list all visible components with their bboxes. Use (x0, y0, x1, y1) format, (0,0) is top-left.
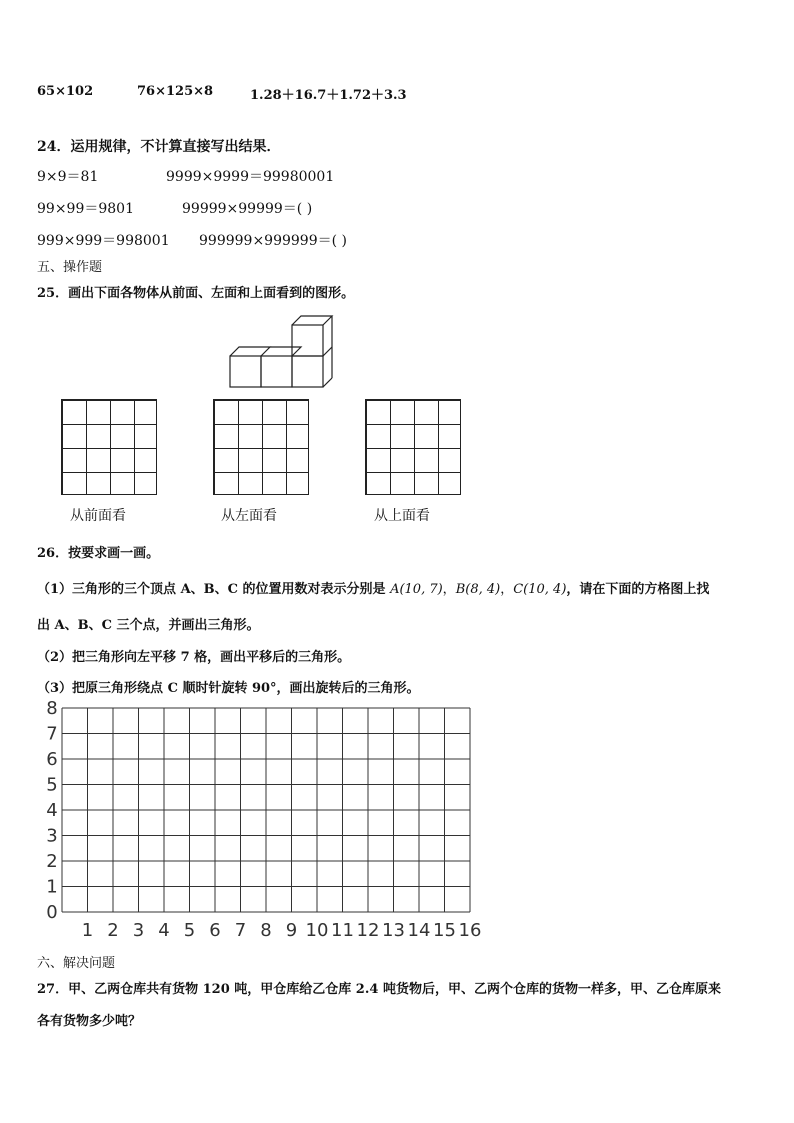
question-26-title: 26．按要求画一画。 (37, 546, 160, 561)
x-tick-label: 7 (234, 920, 247, 941)
x-tick-label: 1 (81, 920, 94, 941)
x-tick-label: 6 (209, 920, 221, 941)
left-view-grid[interactable] (213, 399, 309, 495)
q24-line1-right: 9999×9999＝99980001 (166, 169, 335, 185)
question-25-title: 25．画出下面各物体从前面、左面和上面看到的图形。 (37, 286, 355, 301)
q24-line3-right: 999999×999999＝( ) (199, 233, 347, 249)
y-tick-label: 2 (46, 851, 58, 872)
y-tick-label: 7 (46, 723, 58, 745)
x-tick-label: 15 (433, 920, 456, 941)
top-view-grid[interactable] (365, 399, 461, 495)
coordinate-grid[interactable] (40, 700, 490, 945)
y-tick-label: 3 (46, 825, 58, 847)
cube-object-figure (225, 310, 340, 390)
q26-part1-continued: 出 A、B、C 三个点，并画出三角形。 (37, 618, 260, 633)
q24-line1-left: 9×9＝81 (37, 169, 99, 185)
question-27-line1: 27．甲、乙两仓库共有货物 120 吨，甲仓库给乙仓库 2.4 吨货物后，甲、乙两个仓库的货物一样多，甲、乙仓库原来 (37, 982, 721, 997)
x-tick-label: 9 (285, 920, 298, 941)
x-tick-label: 2 (107, 920, 119, 941)
expression-1: 65×102 (37, 84, 94, 99)
x-tick-label: 3 (132, 920, 145, 941)
q26-part1-prefix: （1）三角形的三个顶点 A、B、C 的位置用数对表示分别是 (37, 582, 386, 597)
left-view-label: 从左面看 (221, 508, 277, 524)
y-tick-label: 6 (46, 749, 58, 770)
q24-line3-left: 999×999＝998001 (37, 233, 170, 249)
front-view-grid[interactable] (61, 399, 157, 495)
y-tick-label: 0 (46, 902, 58, 923)
x-tick-label: 12 (356, 920, 380, 941)
x-tick-label: 4 (158, 920, 170, 941)
q26-part1-text: （1）三角形的三个顶点 A、B、C 的位置用数对表示分别是 A(10, 7)，B(8, 4)，C(10, 4)，请在下面的方格图上找 (37, 582, 710, 597)
x-tick-label: 11 (331, 920, 354, 941)
q24-line2-right: 99999×99999＝( ) (182, 201, 313, 217)
x-tick-label: 10 (305, 920, 329, 941)
question-27-line2: 各有货物多少吨？ (37, 1014, 142, 1029)
q26-part1-suffix: ，请在下面的方格图上找 (566, 582, 710, 597)
expression-3: 1.28＋16.7＋1.72＋3.3 (250, 88, 407, 103)
q26-part2-text: （2）把三角形向左平移 7 格，画出平移后的三角形。 (37, 650, 351, 665)
y-tick-label: 4 (46, 800, 58, 821)
section-6-heading: 六、解决问题 (37, 956, 116, 971)
q26-part3-text: （3）把原三角形绕点 C 顺时针旋转 90°，画出旋转后的三角形。 (37, 681, 420, 696)
y-tick-label: 1 (46, 876, 58, 898)
question-24-title: 24．运用规律，不计算直接写出结果． (37, 139, 281, 155)
x-tick-label: 13 (382, 920, 405, 941)
point-c-coord: C(10, 4) (513, 582, 567, 597)
top-view-label: 从上面看 (374, 508, 430, 524)
x-tick-label: 16 (458, 920, 482, 941)
front-view-label: 从前面看 (70, 508, 126, 524)
x-tick-label: 14 (407, 920, 431, 941)
expression-2: 76×125×8 (137, 84, 214, 99)
y-tick-label: 5 (46, 774, 58, 796)
x-tick-label: 8 (260, 920, 272, 941)
point-b-coord: B(8, 4) (455, 582, 501, 597)
q24-line2-left: 99×99＝9801 (37, 201, 134, 217)
y-tick-label: 8 (46, 700, 58, 719)
x-tick-label: 5 (183, 920, 196, 941)
point-a-coord: A(10, 7) (390, 582, 443, 597)
section-5-heading: 五、操作题 (37, 260, 103, 275)
